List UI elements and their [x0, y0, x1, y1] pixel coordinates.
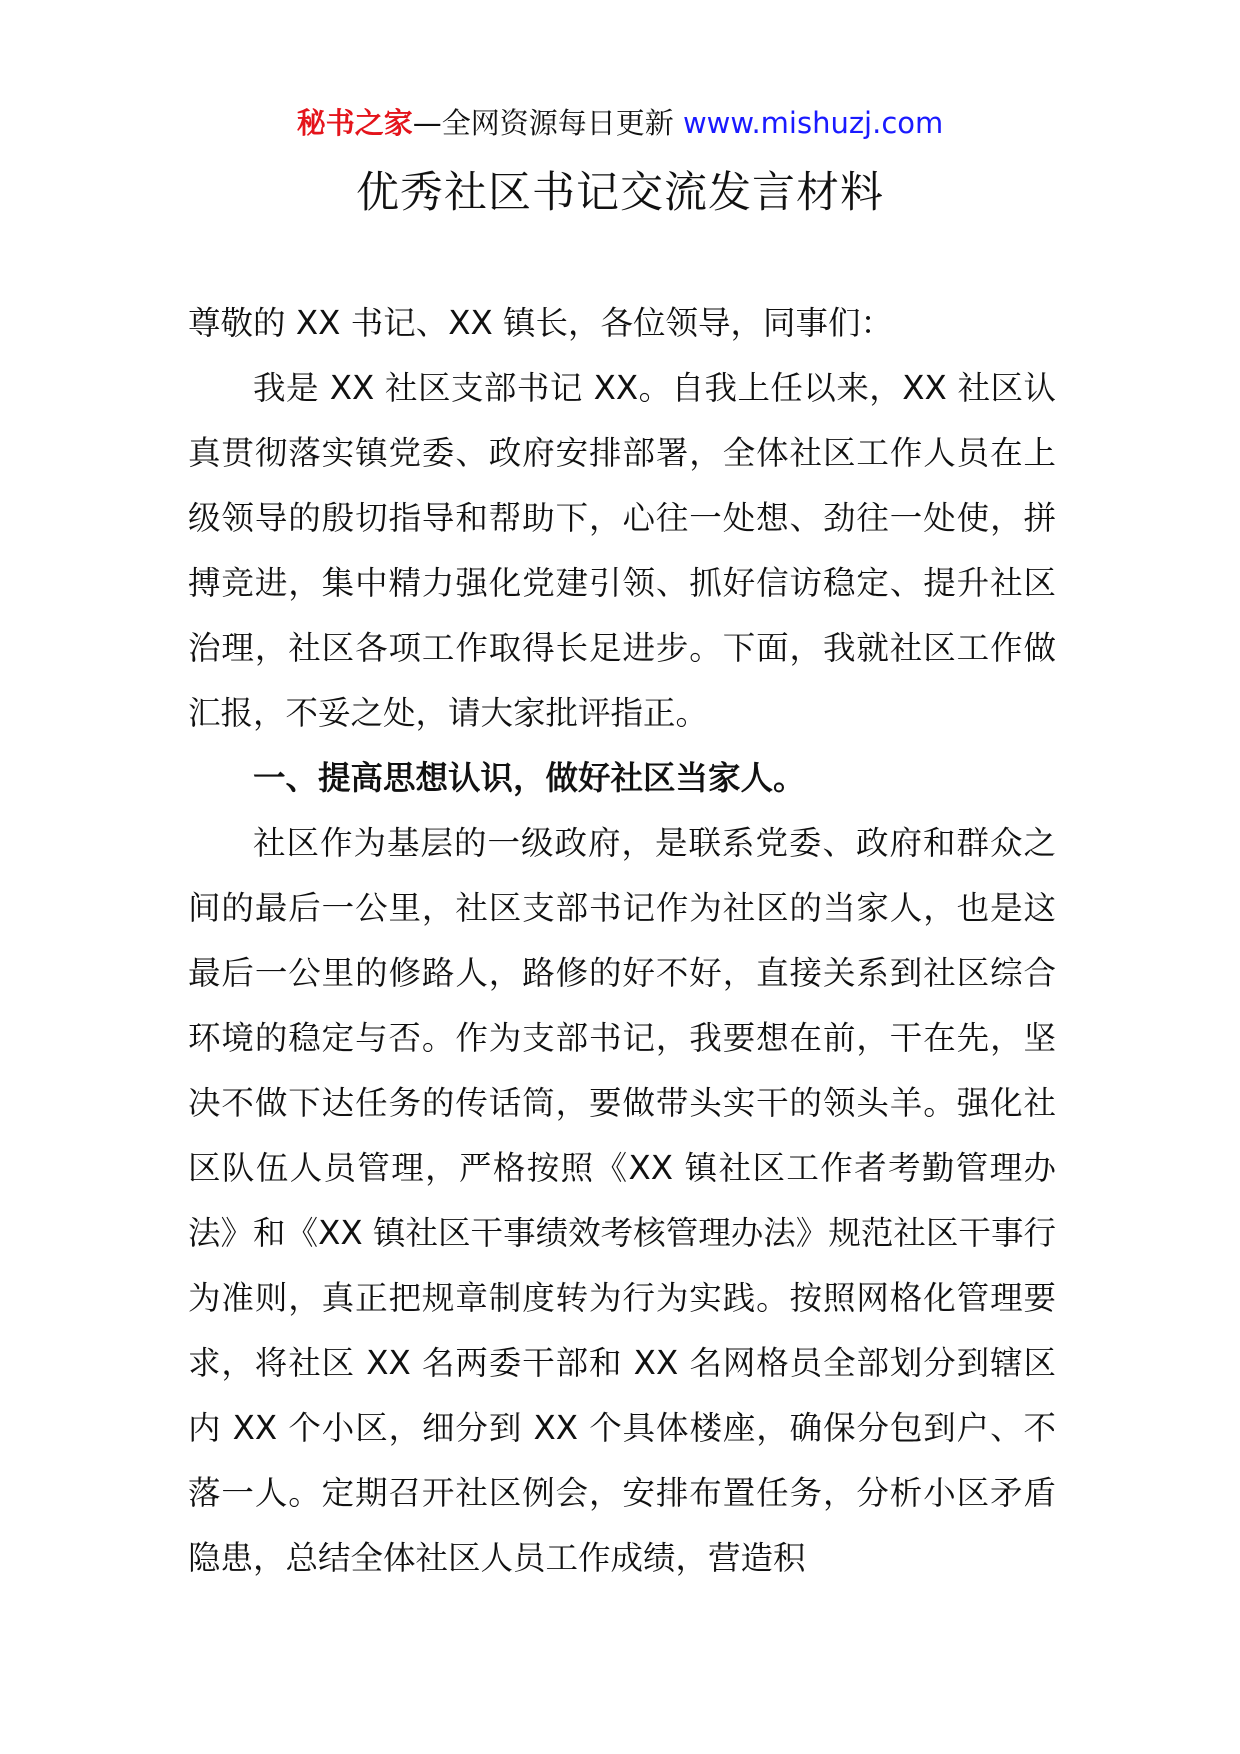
section-heading-1: 一、提高思想认识，做好社区当家人。: [253, 759, 806, 797]
document-title: 优秀社区书记交流发言材料: [356, 168, 884, 218]
site-url-link[interactable]: www.mishuzj.com: [682, 106, 944, 140]
header-tagline: —全网资源每日更新: [412, 106, 674, 140]
site-header: [0, 103, 1240, 143]
paragraph-intro: 我是 XX 社区支部书记 XX。自我上任以来，XX 社区认真贯彻落实镇党委、政府安排部署，全体社区工作人员在上级领导的殷切指导和帮助下，心往一处想、劲往一处使，拼搏竞进，集中精力强化党建引领、抓好信访稳定、提升社区治理，社区各项工作取得长足进步。下面，我就社区工作做汇报，不妥之处，请大家批评指正。: [188, 369, 1056, 732]
brand-name: 秘书之家: [296, 106, 413, 140]
document-body: [188, 291, 1056, 1591]
paragraph-section-1: 社区作为基层的一级政府，是联系党委、政府和群众之间的最后一公里，社区支部书记作为社区的当家人，也是这最后一公里的修路人，路修的好不好，直接关系到社区综合环境的稳定与否。作为支部书记，我要想在前，干在先，坚决不做下达任务的传话筒，要做带头实干的领头羊。强化社区队伍人员管理，严格按照《XX 镇社区工作者考勤管理办法》和《XX 镇社区干事绩效考核管理办法》规范社区干事行为准则，真正把规章制度转为行为实践。按照网格化管理要求，将社区 XX 名两委干部和 XX 名网格员全部划分到辖区内 XX 个小区，细分到 XX 个具体楼座，确保分包到户、不落一人。定期召开社区例会，安排布置任务，分析小区矛盾隐患，总结全体社区人员工作成绩，营造积: [188, 824, 1056, 1577]
salutation: 尊敬的 XX 书记、XX 镇长，各位领导，同事们：: [188, 304, 894, 342]
